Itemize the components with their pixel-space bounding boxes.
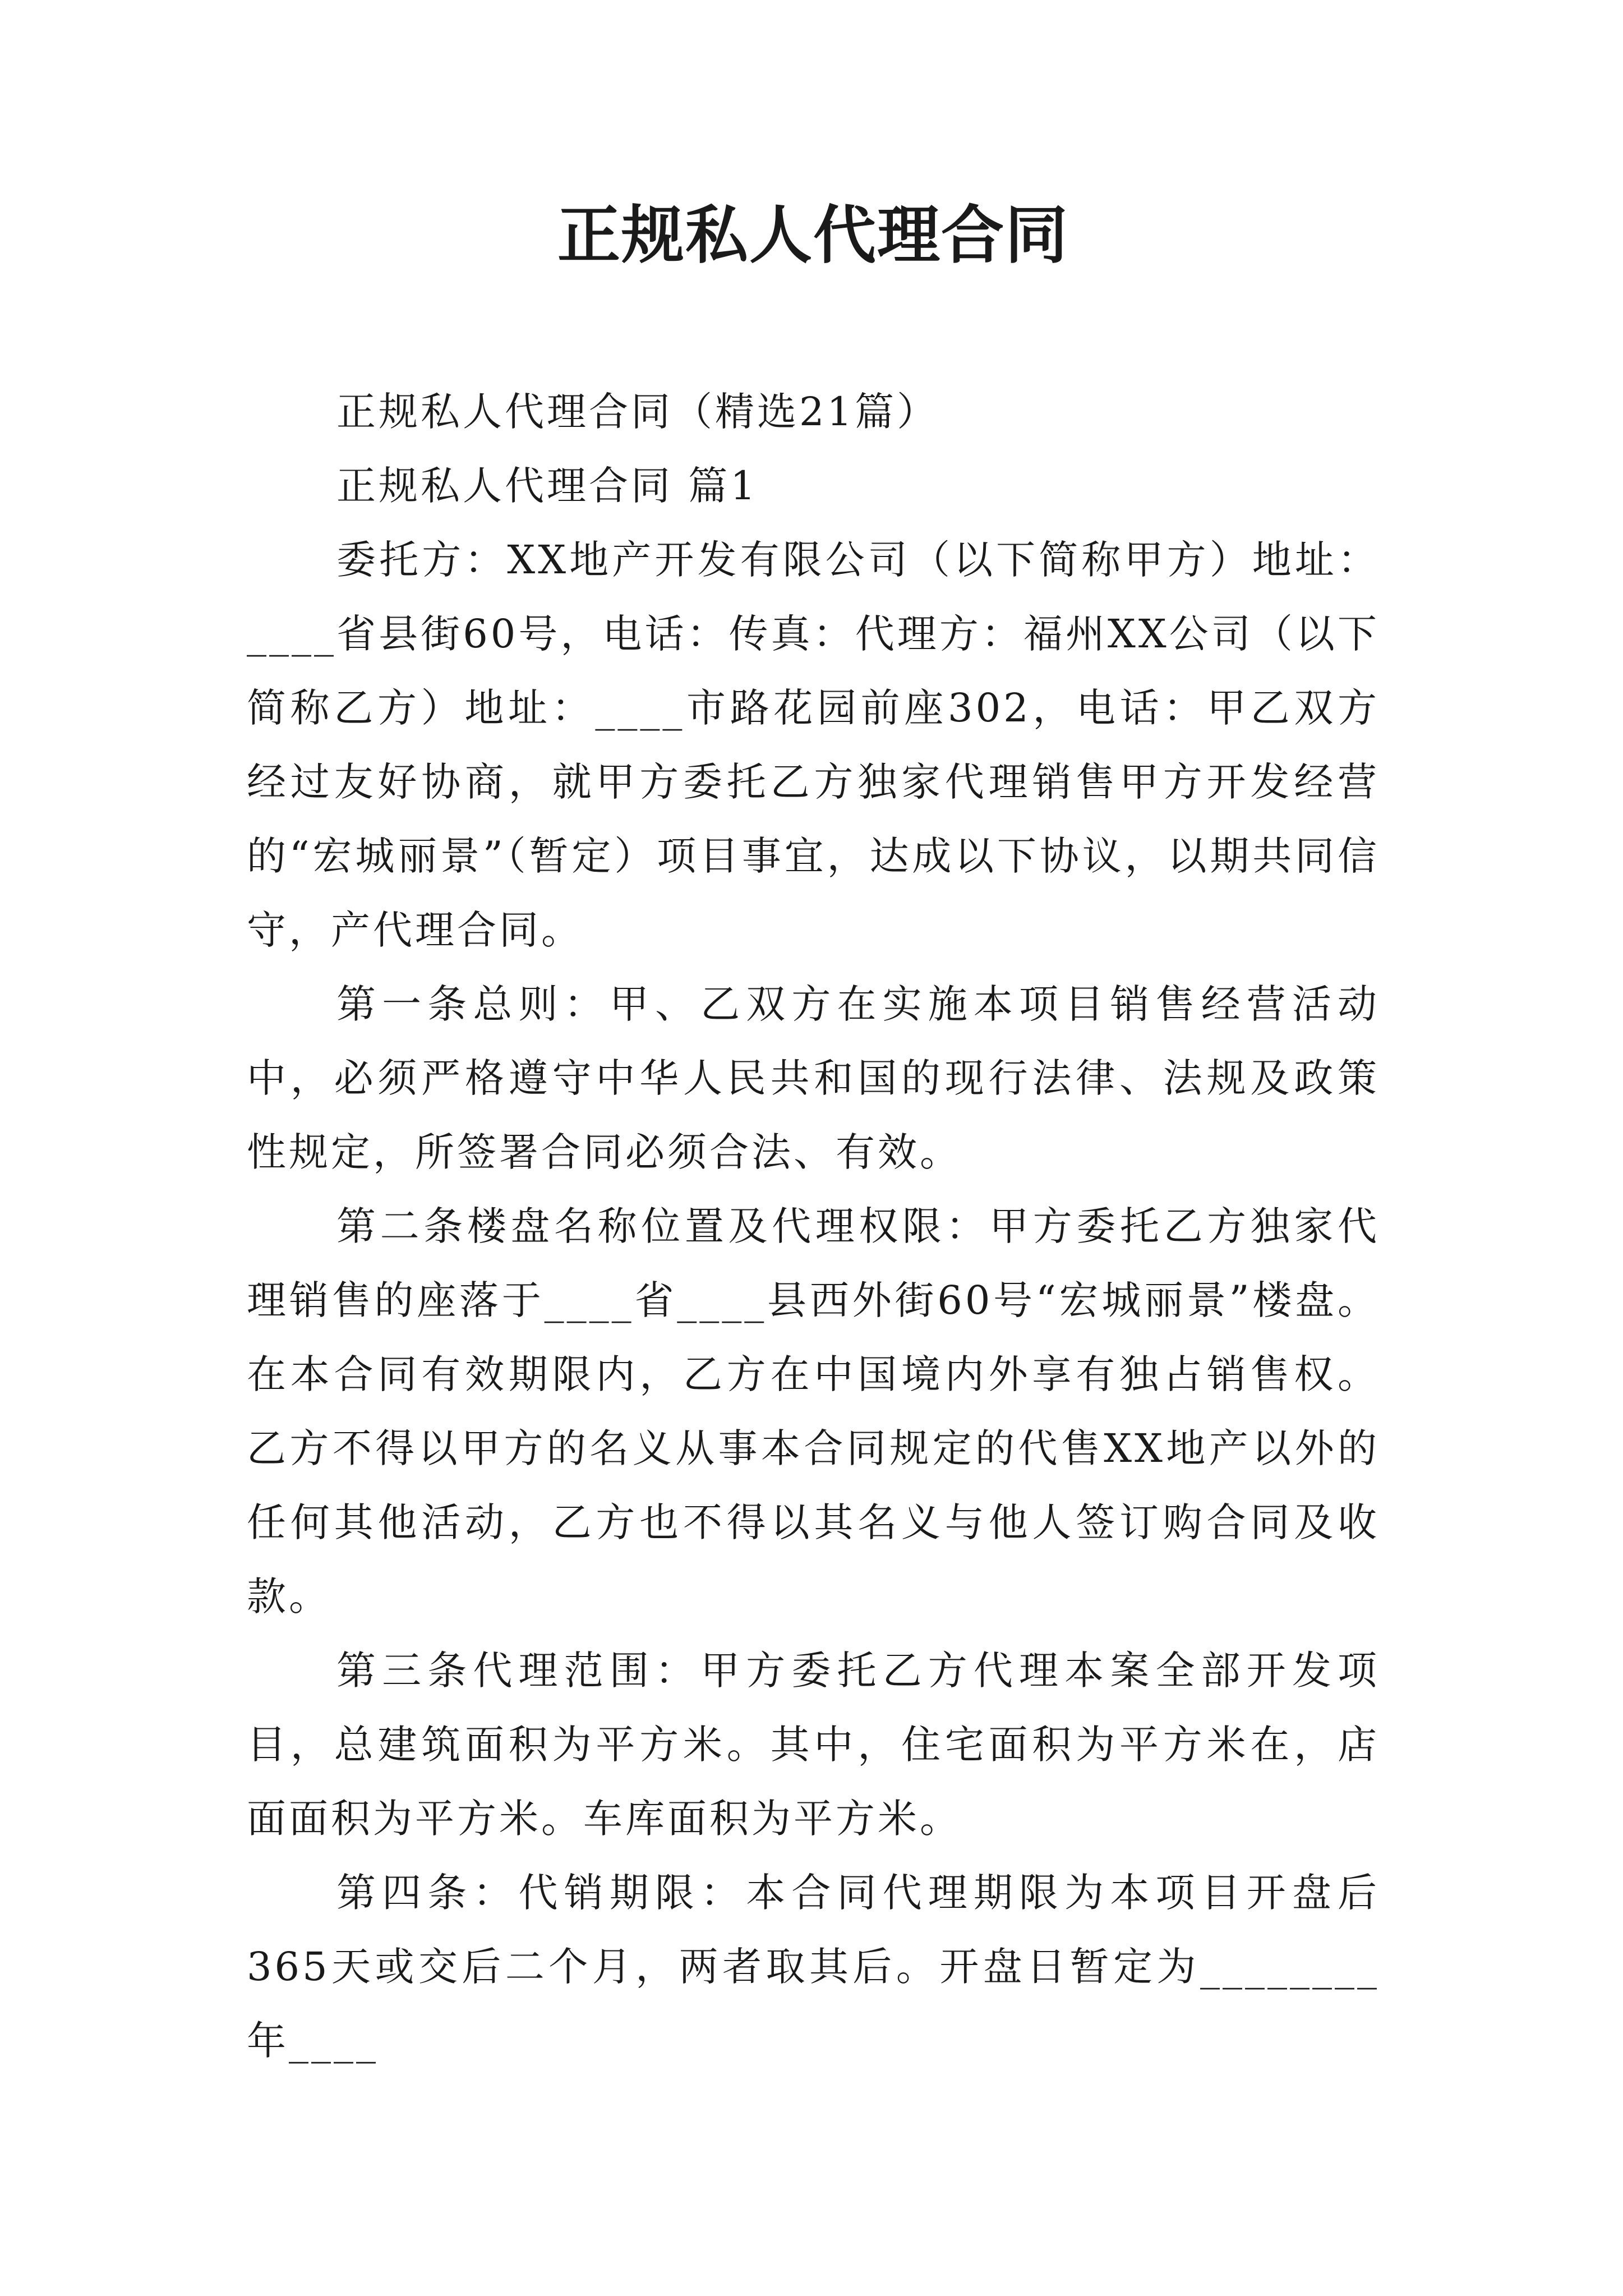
document-body bbox=[247, 375, 1380, 2078]
paragraph-collection-title: 正规私人代理合同（精选21篇） bbox=[336, 389, 939, 435]
paragraph-article-2: 第二条楼盘名称位置及代理权限：甲方委托乙方独家代理销售的座落于____省____县西外街60号“宏城丽景”楼盘。在本合同有效期限内，乙方在中国境内外享有独占销售权。乙方不得以甲方的名义从事本合同规定的代售XX地产以外的任何其他活动，乙方也不得以其名义与他人签订购合同及收款。 bbox=[247, 1203, 1380, 1619]
document-title: 正规私人代理合同 bbox=[557, 199, 1069, 272]
paragraph-article-3: 第三条代理范围：甲方委托乙方代理本案全部开发项目，总建筑面积为平方米。其中，住宅面积为平方米在，店面面积为平方米。车库面积为平方米。 bbox=[247, 1648, 1380, 1842]
paragraph-parties: 委托方：XX地产开发有限公司（以下简称甲方）地址：____省县街60号，电话：传真：代理方：福州XX公司（以下简称乙方）地址：____市路花园前座302，电话：甲乙双方经过友好协商，就甲方委托乙方独家代理销售甲方开发经营的“宏城丽景”（暂定）项目事宜，达成以下协议，以期共同信守，产代理合同。 bbox=[247, 537, 1380, 953]
paragraph-article-4: 第四条：代销期限：本合同代理期限为本项目开盘后365天或交后二个月，两者取其后。开盘日暂定为________年____ bbox=[247, 1870, 1380, 2064]
paragraph-section-heading: 正规私人代理合同 篇1 bbox=[336, 463, 758, 509]
paragraph-article-1: 第一条总则：甲、乙双方在实施本项目销售经营活动中，必须严格遵守中华人民共和国的现行法律、法规及政策性规定，所签署合同必须合法、有效。 bbox=[247, 981, 1380, 1175]
